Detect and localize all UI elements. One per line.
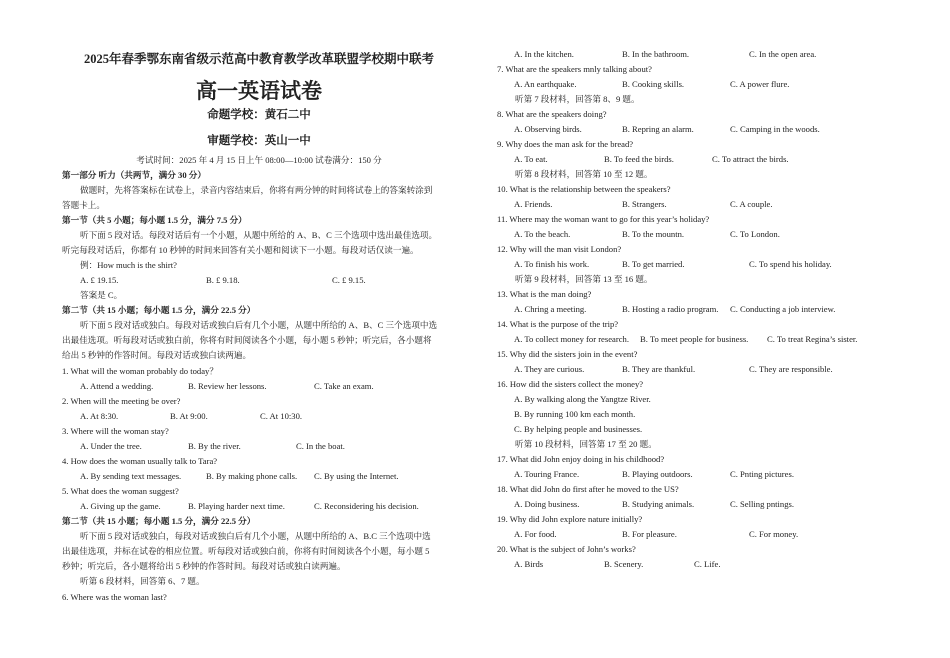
section2-instr-cont: 给出 5 秒钟的作答时间。每段对话或独白读两遍。 bbox=[62, 350, 252, 360]
question-1: 1. What will the woman probably do today？ bbox=[62, 366, 218, 376]
q5-option-c: C. Reconsidering his decision. bbox=[314, 501, 419, 511]
q14-option-a: A. To collect money for research. bbox=[514, 334, 629, 344]
q6-option-c: C. In the open area. bbox=[749, 49, 817, 59]
q2-option-a: A. At 8:30. bbox=[80, 411, 119, 421]
section2b-instr-cont: 秒钟；听完后，各小题将给出 5 秒钟的作答时间。每段对话或独白读两遍。 bbox=[62, 561, 346, 571]
q16-option-a: A. By walking along the Yangtze River. bbox=[514, 394, 651, 404]
q18-option-c: C. Selling pntings. bbox=[730, 499, 794, 509]
example-question: 例：How much is the shirt? bbox=[80, 260, 177, 270]
section2-instr-cont: 出最佳选项。听每段对话或独白前，你将有时间阅读各个小题，每小题 5 秒钟；听完后，各小题将 bbox=[62, 335, 432, 345]
q12-option-a: A. To finish his work. bbox=[514, 259, 590, 269]
q9-option-b: B. To feed the birds. bbox=[604, 154, 674, 164]
question-14: 14. What is the purpose of the trip? bbox=[497, 319, 619, 329]
q12-option-b: B. To get married. bbox=[622, 259, 685, 269]
q1-option-c: C. Take an exam. bbox=[314, 381, 374, 391]
q20-option-b: B. Scenery. bbox=[604, 559, 644, 569]
q1-option-b: B. Review her lessons. bbox=[188, 381, 267, 391]
question-2: 2. When will the meeting be over? bbox=[62, 396, 181, 406]
part1-notice: 做题时，先将答案标在试卷上，录音内容结束后，你将有两分钟的时间将试卷上的答案转涂到 bbox=[80, 185, 433, 195]
q9-option-a: A. To eat. bbox=[514, 154, 548, 164]
section2b-heading: 第二节（共 15 小题；每小题 1.5 分，满分 22.5 分） bbox=[62, 516, 256, 526]
q13-option-b: B. Hosting a radio program. bbox=[622, 304, 719, 314]
part1-heading: 第一部分 听力（共两节，满分 30 分） bbox=[62, 170, 206, 180]
question-5: 5. What does the woman suggest? bbox=[62, 486, 179, 496]
q2-option-b: B. At 9:00. bbox=[170, 411, 208, 421]
q7-option-b: B. Cooking skills. bbox=[622, 79, 685, 89]
q15-option-a: A. They are curious. bbox=[514, 364, 585, 374]
example-option-b: B. £ 9.18. bbox=[206, 275, 240, 285]
q17-option-c: C. Pnting pictures. bbox=[730, 469, 794, 479]
q10-option-c: C. A couple. bbox=[730, 199, 773, 209]
question-20: 20. What is the subject of John’s works? bbox=[497, 544, 636, 554]
q5-option-a: A. Giving up the game. bbox=[80, 501, 161, 511]
setter-school: 命题学校：黄石二中 bbox=[207, 109, 311, 121]
paper-title: 高一英语试卷 bbox=[196, 79, 322, 103]
q3-option-c: C. In the boat. bbox=[296, 441, 345, 451]
q3-option-a: A. Under the tree. bbox=[80, 441, 142, 451]
q14-option-b: B. To meet people for business. bbox=[640, 334, 749, 344]
q15-option-c: C. They are responsible. bbox=[749, 364, 833, 374]
q13-option-c: C. Conducting a job interview. bbox=[730, 304, 836, 314]
material-9-note: 听第 9 段材料，回答第 13 至 16 题。 bbox=[515, 274, 653, 284]
q19-option-c: C. For money. bbox=[749, 529, 799, 539]
section2b-instr: 听下面 5 段对话或独白，每段对话或独白后有几个小题，从题中所给的 A、B.C 三个选项中选 bbox=[80, 531, 431, 541]
exam-info: 考试时间：2025 年 4 月 15 日上午 08:00—10:00 试卷满分：150 分 bbox=[136, 155, 382, 165]
q10-option-b: B. Strangers. bbox=[622, 199, 667, 209]
q20-option-c: C. Life. bbox=[694, 559, 721, 569]
question-9: 9. Why does the man ask for the bread? bbox=[497, 139, 634, 149]
question-7: 7. What are the speakers mnly talking about? bbox=[497, 64, 652, 74]
q12-option-c: C. To spend his holiday. bbox=[749, 259, 832, 269]
section2b-instr-cont: 出最佳选项，并标在试卷的相应位置。听每段对话或独白前，你将有时间阅读各个小题，每小题 5 bbox=[62, 546, 430, 556]
q18-option-a: A. Doing business. bbox=[514, 499, 580, 509]
q11-option-c: C. To London. bbox=[730, 229, 780, 239]
example-option-c: C. £ 9.15. bbox=[332, 275, 366, 285]
q11-option-b: B. To the mountn. bbox=[622, 229, 685, 239]
question-12: 12. Why will the man visit London? bbox=[497, 244, 622, 254]
q13-option-a: A. Chring a meeting. bbox=[514, 304, 587, 314]
q4-option-c: C. By using the Internet. bbox=[314, 471, 399, 481]
q3-option-b: B. By the river. bbox=[188, 441, 241, 451]
reviewer-school: 审题学校：英山一中 bbox=[207, 135, 311, 147]
q7-option-c: C. A power flure. bbox=[730, 79, 790, 89]
section1-instr-cont: 听完每段对话后，你都有 10 秒钟的时间来回答有关小题和阅读下一小题。每段对话仅读一遍。 bbox=[62, 245, 419, 255]
part1-notice-cont: 答题卡上。 bbox=[62, 200, 105, 210]
q4-option-b: B. By making phone calls. bbox=[206, 471, 298, 481]
q15-option-b: B. They are thankful. bbox=[622, 364, 696, 374]
q6-option-b: B. In the bathroom. bbox=[622, 49, 690, 59]
exam-title: 2025年春季鄂东南省级示范高中教育教学改革联盟学校期中联考 bbox=[83, 52, 434, 66]
q8-option-c: C. Camping in the woods. bbox=[730, 124, 820, 134]
q1-option-a: A. Attend a wedding. bbox=[80, 381, 154, 391]
q14-option-c: C. To treat Regina’s sister. bbox=[767, 334, 858, 344]
q8-option-a: A. Observing birds. bbox=[514, 124, 582, 134]
section2-heading: 第二节（共 15 小题；每小题 1.5 分，满分 22.5 分） bbox=[62, 305, 256, 315]
q9-option-c: C. To attract the birds. bbox=[712, 154, 789, 164]
q5-option-b: B. Playing harder next time. bbox=[188, 501, 285, 511]
question-15: 15. Why did the sisters join in the event? bbox=[497, 349, 638, 359]
question-18: 18. What did John do first after he moved to the US? bbox=[497, 484, 679, 494]
q7-option-a: A. An earthquake. bbox=[514, 79, 577, 89]
q19-option-a: A. For food. bbox=[514, 529, 557, 539]
material-10-note: 听第 10 段材料，回答第 17 至 20 题。 bbox=[515, 439, 657, 449]
q4-option-a: A. By sending text messages. bbox=[80, 471, 182, 481]
question-19: 19. Why did John explore nature initially? bbox=[497, 514, 643, 524]
question-8: 8. What are the speakers doing? bbox=[497, 109, 607, 119]
q16-option-c: C. By helping people and businesses. bbox=[514, 424, 643, 434]
q8-option-b: B. Repring an alarm. bbox=[622, 124, 694, 134]
material-7-note: 听第 7 段材料，回答第 8、9 题。 bbox=[515, 94, 640, 104]
question-16: 16. How did the sisters collect the money? bbox=[497, 379, 644, 389]
section1-heading: 第一节（共 5 小题；每小题 1.5 分，满分 7.5 分） bbox=[62, 215, 247, 225]
q10-option-a: A. Friends. bbox=[514, 199, 553, 209]
example-answer: 答案是 C。 bbox=[80, 290, 123, 300]
section2-instr: 听下面 5 段对话或独白。每段对话或独白后有几个小题，从题中所给的 A、B、C 三个选项中选 bbox=[80, 320, 438, 330]
q20-option-a: A. Birds bbox=[514, 559, 544, 569]
question-10: 10. What is the relationship between the speakers? bbox=[497, 184, 671, 194]
q6-option-a: A. In the kitchen. bbox=[514, 49, 574, 59]
question-17: 17. What did John enjoy doing in his childhood? bbox=[497, 454, 665, 464]
section1-instr: 听下面 5 段对话。每段对话后有一个小题，从题中所给的 A、B、C 三个选项中选出最佳选项。 bbox=[80, 230, 438, 240]
q18-option-b: B. Studying animals. bbox=[622, 499, 695, 509]
q16-option-b: B. By running 100 km each month. bbox=[514, 409, 636, 419]
question-13: 13. What is the man doing? bbox=[497, 289, 592, 299]
q17-option-b: B. Playing outdoors. bbox=[622, 469, 693, 479]
question-3: 3. Where will the woman stay? bbox=[62, 426, 169, 436]
q2-option-c: C. At 10:30. bbox=[260, 411, 303, 421]
q19-option-b: B. For pleasure. bbox=[622, 529, 677, 539]
question-6: 6. Where was the woman last? bbox=[62, 592, 167, 602]
material-8-note: 听第 8 段材料，回答第 10 至 12 题。 bbox=[515, 169, 653, 179]
question-4: 4. How does the woman usually talk to Tara? bbox=[62, 456, 218, 466]
question-11: 11. Where may the woman want to go for this year’s holiday? bbox=[497, 214, 710, 224]
material-6-note: 听第 6 段材料，回答第 6、7 题。 bbox=[80, 576, 205, 586]
example-option-a: A. £ 19.15. bbox=[80, 275, 119, 285]
q11-option-a: A. To the beach. bbox=[514, 229, 571, 239]
q17-option-a: A. Touring France. bbox=[514, 469, 580, 479]
